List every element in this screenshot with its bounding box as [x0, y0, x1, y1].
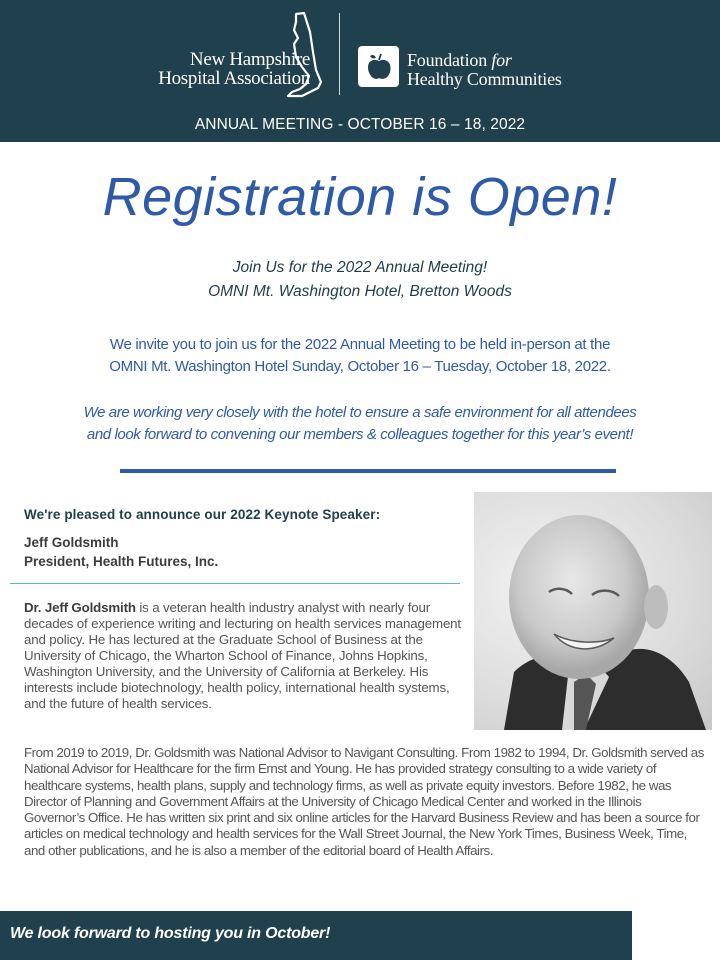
- speaker-portrait-illustration: [474, 492, 712, 730]
- fhc-logo-box: [358, 46, 399, 87]
- speaker-divider: [10, 583, 460, 584]
- speaker-title: President, Health Futures, Inc.: [24, 554, 219, 569]
- header-banner: [0, 0, 720, 142]
- invitation-line2: OMNI Mt. Washington Hotel Sunday, October 16 – Tuesday, October 18, 2022.: [109, 358, 611, 375]
- speaker-bio-name: Dr. Jeff Goldsmith: [24, 600, 136, 615]
- event-subtitle-line1: Join Us for the 2022 Annual Meeting!: [232, 259, 488, 276]
- nhha-logo-line1: New Hampshire: [189, 49, 310, 70]
- logo-divider: [339, 13, 340, 95]
- event-subtitle: [0, 256, 720, 304]
- nhha-logo-line2: Hospital Association: [158, 68, 310, 89]
- speaker-name: Jeff Goldsmith: [24, 535, 119, 550]
- invitation-line1: We invite you to join us for the 2022 Annual Meeting to be held in-person at the: [109, 336, 611, 353]
- safety-line1: We are working very closely with the hotel to ensure a safe environment for all attendees: [83, 404, 637, 421]
- footer-message: We look forward to hosting you in October!: [10, 925, 331, 942]
- speaker-photo: [474, 492, 712, 730]
- new-hampshire-state-outline-icon: [280, 12, 330, 98]
- safety-line2: and look forward to convening our members & colleagues together for this year’s event!: [86, 426, 634, 443]
- invitation-text: [0, 334, 720, 378]
- section-divider: [120, 469, 616, 473]
- speaker-bio-text: is a veteran health industry analyst with nearly four decades of experience writing and lecturing on health services management and policy. He has lectured at the Graduate School of Business at the University of Chicago, the Wharton School of Finance, Johns Hopkins, Washington University, and the University of California at Berkeley. His interests include biotechnology, health policy, international health systems, and the future of health services.: [24, 600, 461, 711]
- fhc-logo-text: [407, 51, 607, 89]
- page-title: Registration is Open!: [102, 167, 618, 227]
- annual-meeting-dates: ANNUAL MEETING - OCTOBER 16 – 18, 2022: [194, 116, 526, 133]
- fhc-logo-for: for: [491, 50, 512, 70]
- safety-note: [0, 402, 720, 446]
- keynote-announcement: We're pleased to announce our 2022 Keynote Speaker:: [24, 507, 381, 522]
- footer-banner: [0, 911, 632, 960]
- speaker-info: [24, 533, 218, 571]
- apple-icon: [364, 51, 394, 81]
- fhc-logo-line2: Healthy Communities: [407, 69, 562, 89]
- event-venue: OMNI Mt. Washington Hotel, Bretton Woods: [208, 283, 512, 300]
- speaker-bio: [24, 600, 464, 712]
- fhc-logo-line1: Foundation: [407, 50, 492, 70]
- speaker-career-text: From 2019 to 2019, Dr. Goldsmith was National Advisor to Navigant Consulting. From 1982 to 1994, Dr. Goldsmith served as National Advisor for Healthcare for the firm Ernst and Young. He has provided strategy consulting to a wide variety of healthcare systems, health plans, supply and technology firms, as well as private equity investors. Before 1982, he was Director of Planning and Government Affairs at the University of Chicago Medical Center and worked in the Illinois Governor’s Office. He has written six print and six online articles for the Harvard Business Review and has been a source for articles on medical technology and health services for the Wall Street Journal, the New York Times, Business Week, Time, and other publications, and he is also a member of the editorial board of Health Affairs.: [24, 745, 704, 858]
